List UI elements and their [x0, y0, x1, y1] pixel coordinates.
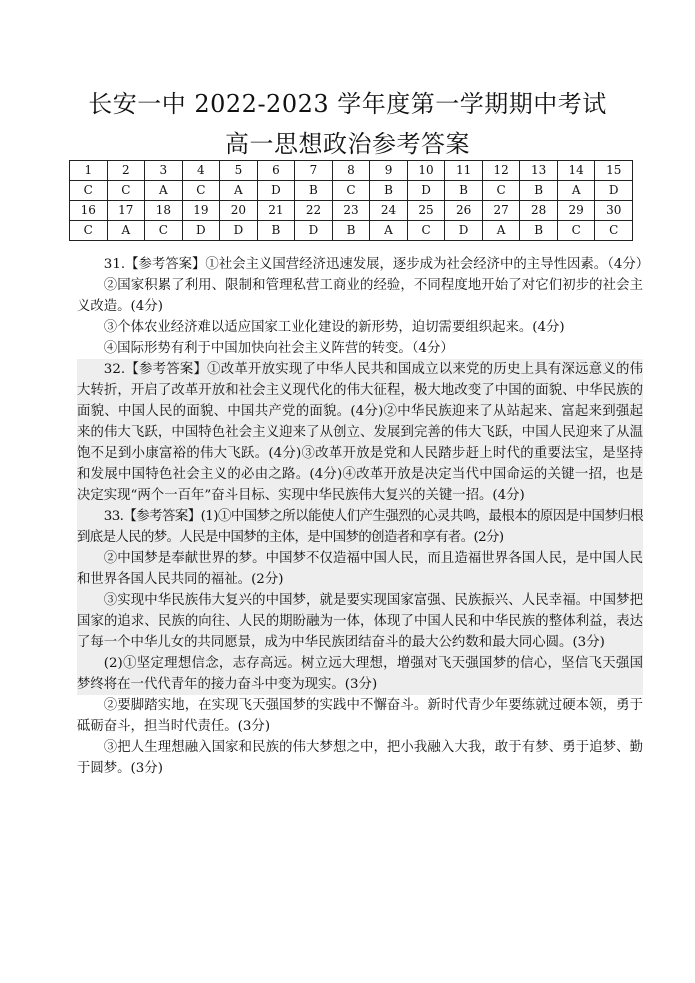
answer-31-p4: ④国际形势有利于中国加快向社会主义阵营的转变。（4分） [103, 341, 454, 356]
answer-31-p3: ③个体农业经济难以适应国家工业化建设的新形势，迫切需要组织起来。(4分) [103, 320, 565, 335]
answer-key-cell: C [595, 221, 633, 241]
question-number-cell: 18 [145, 201, 183, 221]
answer-key-cell: D [407, 181, 445, 201]
answer-key-cell: C [407, 221, 445, 241]
question-number-cell: 19 [182, 201, 220, 221]
question-number-row [70, 161, 633, 181]
answer-key-cell: C [70, 181, 108, 201]
question-number-cell: 29 [557, 201, 595, 221]
answer-key-row [70, 181, 633, 201]
page-subtitle: 高一思想政治参考答案 [225, 130, 470, 158]
answer-key-cell: D [182, 221, 220, 241]
answer-key-cell: A [370, 221, 408, 241]
page-title: 长安一中 2022-2023 学年度第一学期期中考试 [88, 90, 607, 118]
answer-33-p1: 33.【参考答案】(1)①中国梦之所以能使人们产生强烈的心灵共鸣，最根本的原因是中国梦归根到底是人民的梦。人民是中国梦的主体，是中国梦的创造者和享有者。(2分) [77, 506, 643, 548]
question-number-cell: 21 [257, 201, 295, 221]
question-number-cell: 3 [145, 161, 183, 181]
answer-key-cell: C [145, 221, 183, 241]
question-number-cell: 22 [295, 201, 333, 221]
question-number-cell: 12 [482, 161, 520, 181]
answer-body [77, 254, 650, 779]
question-number-cell: 8 [332, 161, 370, 181]
answer-31-p2: ②国家积累了利用、限制和管理私营工商业的经验，不同程度地开始了对它们初步的社会主义改造。(4分) [77, 278, 643, 314]
answer-key-cell: C [557, 221, 595, 241]
question-number-cell: 28 [520, 201, 558, 221]
answer-33-p4: (2)①坚定理想信念，志存高远。树立远大理想，增强对飞天强国梦的信心，坚信飞天强国梦终将在一代代青年的接力奋斗中变为现实。(3分) [77, 653, 643, 695]
answer-key-cell: C [182, 181, 220, 201]
answer-key-cell: D [295, 221, 333, 241]
question-number-cell: 30 [595, 201, 633, 221]
answer-key-row [70, 221, 633, 241]
question-number-cell: 25 [407, 201, 445, 221]
answer-key-cell: A [482, 221, 520, 241]
question-number-cell: 1 [70, 161, 108, 181]
answer-33-p6: ③把人生理想融入国家和民族的伟大梦想之中，把小我融入大我，敢于有梦、勇于追梦、勤于圆梦。(3分) [77, 740, 643, 776]
question-number-cell: 9 [370, 161, 408, 181]
answer-key-cell: D [445, 221, 483, 241]
answer-33-p5: ②要脚踏实地，在实现飞天强国梦的实践中不懈奋斗。新时代青少年要练就过硬本领，勇于砥砺奋斗，担当时代责任。(3分) [77, 698, 643, 734]
answer-key-cell: B [520, 181, 558, 201]
question-number-cell: 20 [220, 201, 258, 221]
answer-key-cell: B [332, 221, 370, 241]
question-number-cell: 7 [295, 161, 333, 181]
answer-key-cell: B [520, 221, 558, 241]
question-number-cell: 5 [220, 161, 258, 181]
answer-key-cell: B [257, 221, 295, 241]
answer-key-cell: D [257, 181, 295, 201]
answer-key-cell: B [445, 181, 483, 201]
question-number-cell: 13 [520, 161, 558, 181]
question-number-cell: 26 [445, 201, 483, 221]
answer-key-cell: A [220, 181, 258, 201]
answer-key-cell: A [557, 181, 595, 201]
answer-33-p3: ③实现中华民族伟大复兴的中国梦，就是要实现国家富强、民族振兴、人民幸福。中国梦把国家的追求、民族的向往、人民的期盼融为一体，体现了中国人民和中华民族的整体利益，表达了每一个中华儿女的共同愿景，成为中华民族团结奋斗的最大公约数和最大同心圆。(3分) [77, 590, 643, 653]
answer-key-cell: A [107, 221, 145, 241]
question-number-cell: 14 [557, 161, 595, 181]
question-number-cell: 10 [407, 161, 445, 181]
question-number-cell: 4 [182, 161, 220, 181]
answer-table [69, 160, 633, 241]
answer-key-cell: C [482, 181, 520, 201]
answer-31-p1: 31.【参考答案】①社会主义国营经济迅速发展，逐步成为社会经济中的主导性因素。（4分） [103, 257, 650, 272]
answer-key-cell: D [595, 181, 633, 201]
answer-key-cell: D [220, 221, 258, 241]
answer-key-cell: B [295, 181, 333, 201]
answer-33-p2: ②中国梦是奉献世界的梦。中国梦不仅造福中国人民，而且造福世界各国人民，是中国人民和世界各国人民共同的福祉。(2分) [77, 548, 643, 590]
question-number-cell: 11 [445, 161, 483, 181]
question-number-cell: 2 [107, 161, 145, 181]
answer-key-cell: C [107, 181, 145, 201]
question-number-row [70, 201, 633, 221]
question-number-cell: 27 [482, 201, 520, 221]
question-number-cell: 23 [332, 201, 370, 221]
question-number-cell: 16 [70, 201, 108, 221]
answer-key-cell: A [145, 181, 183, 201]
question-number-cell: 15 [595, 161, 633, 181]
question-number-cell: 6 [257, 161, 295, 181]
answer-key-cell: B [370, 181, 408, 201]
answer-32: 32.【参考答案】①改革开放实现了中华人民共和国成立以来党的历史上具有深远意义的伟大转折，开启了改革开放和社会主义现代化的伟大征程，极大地改变了中国的面貌、中华民族的面貌、中国人民的面貌、中国共产党的面貌。(4分)②中华民族迎来了从站起来、富起来到强起来的伟大飞跃，中国特色社会主义迎来了从创立、发展到完善的伟大飞跃，中国人民迎来了从温饱不足到小康富裕的伟大飞跃。(4分)③改革开放是党和人民踏步赶上时代的重要法宝，是坚持和发展中国特色社会主义的必由之路。(4分)④改革开放是决定当代中国命运的关键一招，也是决定实现“两个一百年”奋斗目标、实现中华民族伟大复兴的关键一招。(4分) [77, 359, 643, 506]
answer-key-cell: C [70, 221, 108, 241]
question-number-cell: 17 [107, 201, 145, 221]
answer-key-cell: C [332, 181, 370, 201]
question-number-cell: 24 [370, 201, 408, 221]
